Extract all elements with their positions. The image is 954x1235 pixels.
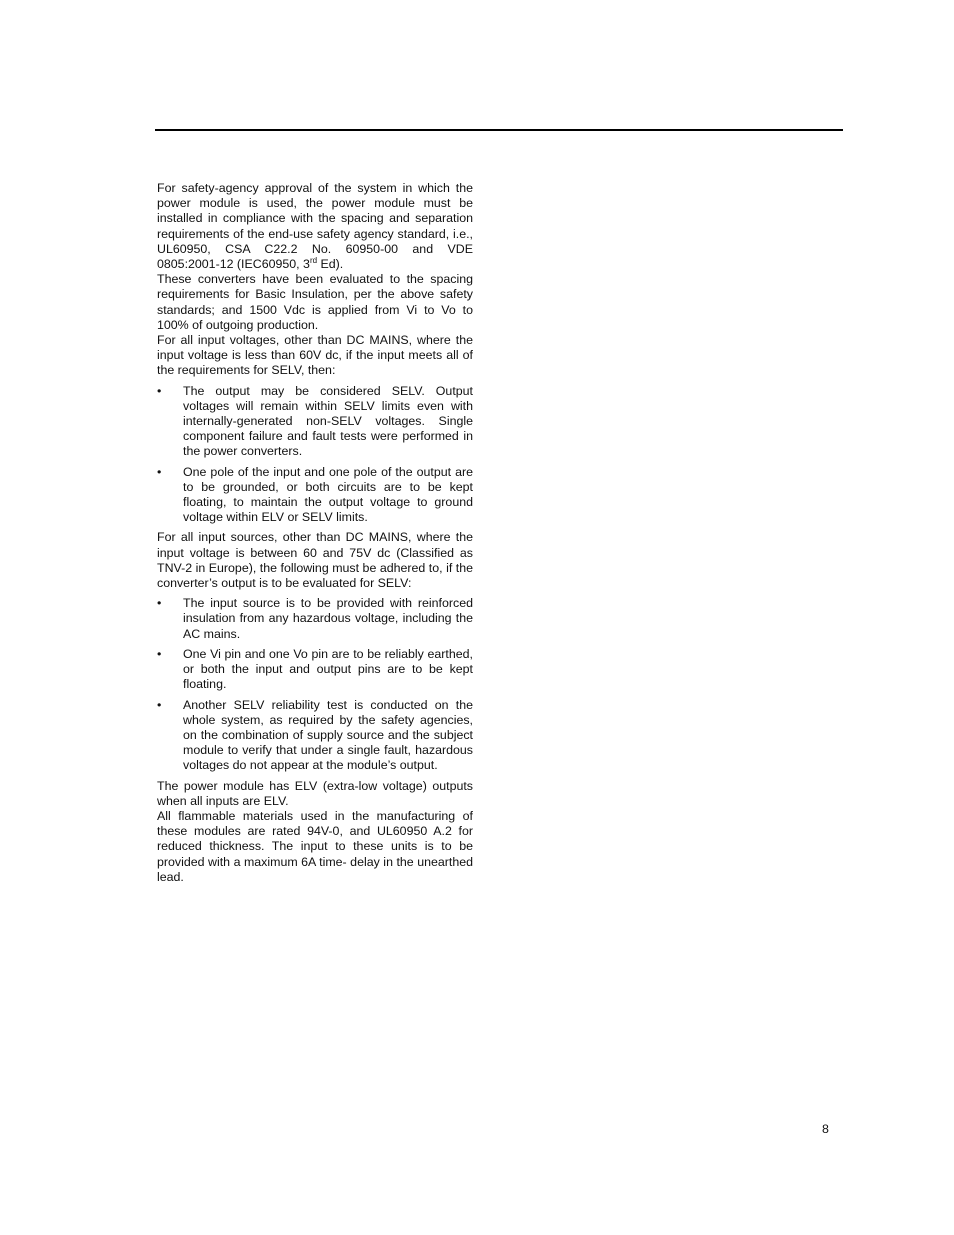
text-column [157, 181, 473, 885]
list-item-text: The output may be considered SELV. Output voltages will remain within SELV limits even with internally-generated non-SELV voltages. Single component failure and fault tests were performed in the power converters. [183, 383, 473, 459]
list-item [157, 384, 473, 460]
selv-bullet-list-b [157, 596, 473, 773]
tnv-intro-paragraph: For all input sources, other than DC MAINS, where the input voltage is between 60 and 75V dc (Classified as TNV-2 in Europe), the following must be adhered to, if the converter’s output is to be evaluated for SELV: [157, 530, 473, 591]
elv-closing-paragraph: The power module has ELV (extra-low voltage) outputs when all inputs are ELV. [157, 778, 473, 808]
list-item-text: One Vi pin and one Vo pin are to be reliably earthed, or both the input and output pins are to be kept floating. [183, 646, 473, 692]
selv-bullet-list-a [157, 384, 473, 526]
safety-approval-paragraph [157, 181, 473, 272]
spacing-paragraph: These converters have been evaluated to the spacing requirements for Basic Insulation, per the above safety standards; and 1500 Vdc is applied from Vi to Vo to 100% of outgoing production. [157, 272, 473, 332]
safety-approval-text: For safety-agency approval of the system in which the power module is used, the power module must be installed in compliance with the spacing and separation requirements of the end-use safety agency standard, i.e., UL60950, CSA C22.2 No. 60950-00 and VDE 0805:2001-12 (IEC60950, 3 [157, 181, 473, 272]
bullet-icon: • [157, 464, 162, 479]
bullet-icon: • [157, 383, 162, 398]
list-item [157, 647, 473, 693]
list-item-text: The input source is to be provided with reinforced insulation from any hazardous voltage, including the AC mains. [183, 596, 473, 641]
list-item [157, 465, 473, 526]
list-item-text: Another SELV reliability test is conducted on the whole system, as required by the safety agencies, on the combination of supply source and the subject module to verify that under a single fault, hazardous voltages do not appear at the module’s output. [183, 697, 473, 773]
flammability-paragraph: All flammable materials used in the manufacturing of these modules are rated 94V-0, and UL60950 A.2 for reduced thickness. The input to these units is to be provided with a maximum 6A time- delay in the unearthed lead. [157, 808, 473, 884]
header-rule [155, 129, 843, 131]
list-item [157, 596, 473, 642]
list-item [157, 698, 473, 774]
superscript-rd: rd [309, 255, 318, 265]
bullet-icon: • [157, 646, 162, 661]
page-number: 8 [822, 1122, 829, 1136]
list-item-text: One pole of the input and one pole of the output are to be grounded, or both circuits are to be kept floating, to maintain the output voltage to ground voltage within ELV or SELV limits. [183, 464, 473, 525]
safety-approval-text-end: Ed). [317, 257, 344, 272]
bullet-icon: • [157, 596, 162, 611]
bullet-icon: • [157, 697, 162, 712]
selv-intro-paragraph: For all input voltages, other than DC MAINS, where the input voltage is less than 60V dc, if the input meets all of the requirements for SELV, then: [157, 333, 473, 378]
